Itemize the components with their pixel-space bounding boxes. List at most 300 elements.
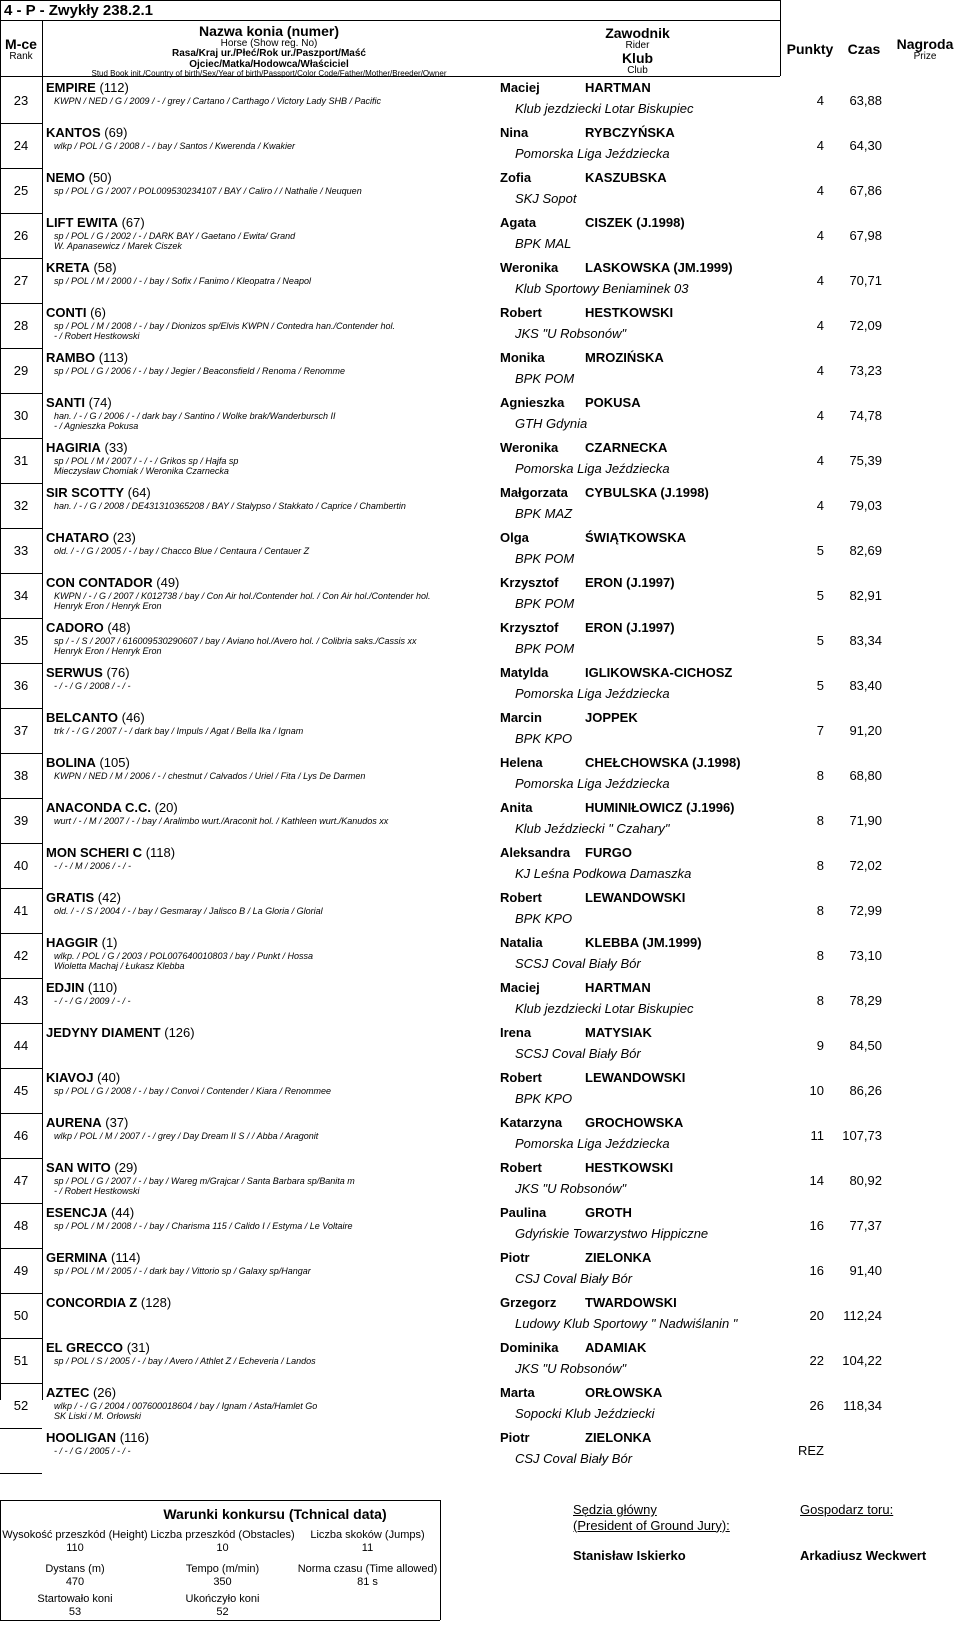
rider-club: Klub jezdziecki Lotar Biskupiec (515, 101, 694, 116)
time-cell (830, 1428, 882, 1473)
rider-first-name: Helena (500, 755, 543, 770)
horse-details: sp / POL / S / 2005 / - / bay / Avero / Athlet Z / Echeveria / Landos (54, 1356, 316, 1366)
rank-cell: 24 (13, 138, 29, 153)
judge-name: Stanisław Iskierko (573, 1548, 686, 1563)
rider-last-name: HARTMAN (585, 80, 651, 95)
rank-cell: 42 (13, 948, 29, 963)
rank-cell: 51 (13, 1353, 29, 1368)
footer-cell-value: 350 (213, 1575, 232, 1588)
points-cell: 16 (809, 1263, 824, 1278)
horse-name (46, 1205, 134, 1220)
horse-details: wlkp / POL / M / 2007 / - / grey / Day Dream II S / / Abba / Aragonit (54, 1131, 319, 1141)
rider-club: Gdyńskie Towarzystwo Hippiczne (515, 1226, 709, 1241)
time-cell: 63,88 (849, 93, 882, 108)
horse-details: trk / - / G / 2007 / - / dark bay / Impuls / Agat / Bella Ika / Ignam (54, 726, 304, 736)
horse-number: (40) (97, 1070, 121, 1085)
points-header-label: Punkty (786, 41, 834, 57)
horse-details: sp / POL / G / 2002 / - / DARK BAY / Gaetano / Ewita/ Grand (54, 231, 296, 241)
rider-last-name: LEWANDOWSKI (585, 890, 686, 905)
horse-name-text: NEMO (46, 170, 85, 185)
rider-last-name: ZIELONKA (585, 1250, 652, 1265)
rider-last-name: IGLIKOWSKA-CICHOSZ (585, 665, 733, 680)
horse-name (46, 1250, 140, 1265)
footer-bottom-line (0, 1620, 440, 1621)
horse-name (46, 1115, 128, 1130)
footer-cell-label: Wysokość przeszkód (Height) (2, 1529, 148, 1541)
points-header (780, 42, 840, 57)
time-cell: 70,71 (849, 273, 882, 288)
horse-name (46, 845, 175, 860)
table-row (0, 123, 882, 168)
table-row (0, 168, 882, 213)
footer-cell (0, 1593, 150, 1618)
points-cell: 4 (816, 93, 824, 108)
rank-header-en: Rank (9, 50, 33, 62)
horse-name (46, 440, 128, 455)
horse-name (46, 890, 121, 905)
horse-details: sp / POL / M / 2005 / - / dark bay / Vittorio sp / Galaxy sp/Hangar (54, 1266, 311, 1276)
horse-number: (33) (104, 440, 128, 455)
horse-details: KWPN / NED / M / 2006 / - / chestnut / Calvados / Uriel / Fita / Lys De Darmen (54, 771, 366, 781)
horse-name (46, 800, 178, 815)
rider-last-name: LEWANDOWSKI (585, 1070, 686, 1085)
rider-club: Sopocki Klub Jeździecki (515, 1406, 655, 1421)
rider-last-name: ERON (J.1997) (585, 620, 675, 635)
points-cell: 5 (816, 543, 824, 558)
horse-name-text: SIR SCOTTY (46, 485, 125, 500)
rank-cell: 31 (13, 453, 29, 468)
horse-header-line3: Ojciec/Matka/Hodowca/Właściciel (189, 58, 349, 70)
horse-header-line4: Stud Book init./Country of birth/Sex/Year of birth/Passport/Color Code/Father/Mother/Breeder/Owner (91, 69, 447, 79)
table-row (0, 1383, 882, 1428)
time-cell: 91,20 (849, 723, 882, 738)
rider-first-name: Robert (500, 1160, 542, 1175)
points-cell: 8 (816, 768, 824, 783)
rider-club: SCSJ Coval Biały Bór (515, 956, 641, 971)
rider-club: CSJ Coval Biały Bór (515, 1451, 633, 1466)
prize-header-label: Nagroda (896, 36, 954, 52)
rank-cell: 40 (13, 858, 29, 873)
rank-cell: 44 (13, 1038, 29, 1053)
horse-owner: Henryk Eron / Henryk Eron (54, 646, 162, 656)
horse-details: - / - / G / 2009 / - / - (54, 996, 131, 1006)
rider-last-name: ORŁOWSKA (585, 1385, 663, 1400)
time-cell: 84,50 (849, 1038, 882, 1053)
points-cell: 4 (816, 363, 824, 378)
time-cell: 112,24 (843, 1308, 882, 1323)
table-row (0, 978, 882, 1023)
host-name: Arkadiusz Weckwert (800, 1548, 927, 1563)
rider-first-name: Nina (500, 125, 529, 140)
time-cell: 67,98 (849, 228, 882, 243)
rank-cell: 48 (13, 1218, 29, 1233)
points-cell: 5 (816, 633, 824, 648)
horse-owner: - / Robert Hestkowski (54, 1186, 140, 1196)
horse-details: - / - / G / 2008 / - / - (54, 681, 131, 691)
rider-first-name: Zofia (500, 170, 532, 185)
table-row (0, 663, 882, 708)
horse-number: (44) (111, 1205, 135, 1220)
points-cell: 16 (809, 1218, 824, 1233)
rider-last-name: RYBCZYŃSKA (585, 125, 675, 140)
points-cell: 4 (816, 228, 824, 243)
title-underline (0, 20, 780, 21)
horse-name-text: CONTI (46, 305, 87, 320)
rider-club: CSJ Coval Biały Bór (515, 1271, 633, 1286)
rider-first-name: Aleksandra (500, 845, 571, 860)
horse-owner: - / Robert Hestkowski (54, 331, 140, 341)
table-row (0, 888, 882, 933)
horse-name-text: SANTI (46, 395, 85, 410)
footer-cell-value: 11 (361, 1541, 374, 1554)
rider-first-name: Piotr (500, 1430, 530, 1445)
horse-number: (58) (93, 260, 117, 275)
rider-first-name: Dominika (500, 1340, 559, 1355)
horse-name (46, 170, 112, 185)
time-cell: 86,26 (849, 1083, 882, 1098)
horse-name (46, 1070, 120, 1085)
rank-cell: 30 (13, 408, 29, 423)
rider-last-name: HESTKOWSKI (585, 305, 674, 320)
event-title: 4 - P - Zwykły 238.2.1 (4, 2, 153, 19)
horse-details: - / - / M / 2006 / - / - (54, 861, 132, 871)
horse-owner: Henryk Eron / Henryk Eron (54, 601, 162, 611)
points-cell: 5 (816, 588, 824, 603)
rank-cell: 39 (13, 813, 29, 828)
rider-first-name: Agnieszka (500, 395, 565, 410)
rank-cell (0, 1428, 42, 1473)
table-row (0, 753, 882, 798)
horse-name-text: ANACONDA C.C. (46, 800, 151, 815)
points-cell: 8 (816, 993, 824, 1008)
horse-name-text: BELCANTO (46, 710, 118, 725)
rider-header-en: Rider (625, 39, 650, 51)
footer-cell-label: Tempo (m/min) (185, 1563, 260, 1575)
footer-cell-value: 53 (68, 1605, 82, 1618)
footer-cell-value: 110 (66, 1541, 84, 1554)
table-row (0, 798, 882, 843)
horse-name (46, 395, 112, 410)
rider-club: BPK POM (515, 551, 575, 566)
horse-name (46, 1160, 138, 1175)
table-row (0, 393, 882, 438)
time-cell: 72,09 (849, 318, 882, 333)
horse-number: (49) (156, 575, 180, 590)
rider-last-name: KLEBBA (JM.1999) (585, 935, 702, 950)
rider-last-name: CISZEK (J.1998) (585, 215, 685, 230)
horse-details: KWPN / NED / G / 2009 / - / grey / Cartano / Carthago / Victory Lady SHB / Pacific (54, 96, 381, 106)
horse-owner: SK Liski / M. Orłowski (54, 1411, 142, 1421)
rank-cell: 49 (13, 1263, 29, 1278)
rider-club: Pomorska Liga Jeździecka (515, 776, 670, 791)
rider-last-name: CYBULSKA (J.1998) (585, 485, 709, 500)
rider-club: Pomorska Liga Jeździecka (515, 1136, 670, 1151)
table-row (0, 213, 882, 258)
horse-name (46, 710, 145, 725)
time-cell: 104,22 (842, 1353, 882, 1368)
rider-club: Ludowy Klub Sportowy " Nadwiślanin " (515, 1316, 738, 1331)
points-cell: 4 (816, 453, 824, 468)
rider-club: Klub jezdziecki Lotar Biskupiec (515, 1001, 694, 1016)
table-row (0, 1293, 882, 1338)
horse-number: (105) (99, 755, 130, 770)
time-cell: 83,34 (849, 633, 882, 648)
time-header (838, 42, 890, 57)
points-cell: 4 (816, 408, 824, 423)
horse-number: (31) (126, 1340, 150, 1355)
horse-number: (64) (127, 485, 151, 500)
time-cell: 83,40 (849, 678, 882, 693)
footer-cell (295, 1563, 440, 1588)
footer-cell (0, 1563, 150, 1588)
time-cell: 72,02 (849, 858, 882, 873)
rank-cell: 29 (13, 363, 29, 378)
horse-name (46, 485, 151, 500)
rider-last-name: KASZUBSKA (585, 170, 667, 185)
rider-first-name: Matylda (500, 665, 549, 680)
rider-club: Klub Sportowy Beniaminek 03 (515, 281, 689, 296)
points-cell: 8 (816, 948, 824, 963)
footer-cell-label: Ukończyło koni (185, 1593, 260, 1605)
footer-cell (150, 1529, 295, 1554)
rider-last-name: ERON (J.1997) (585, 575, 675, 590)
horse-name (46, 305, 106, 320)
club-header-en: Club (627, 64, 648, 76)
rank-cell: 32 (13, 498, 29, 513)
horse-name-text: GERMINA (46, 1250, 108, 1265)
horse-number: (116) (119, 1430, 150, 1445)
horse-name-text: KRETA (46, 260, 90, 275)
rank-cell: 25 (13, 183, 29, 198)
rider-club: BPK MAZ (515, 506, 573, 521)
rider-last-name: HUMINIŁOWICZ (J.1996) (585, 800, 735, 815)
horse-name-text: BOLINA (46, 755, 96, 770)
time-cell: 73,23 (849, 363, 882, 378)
horse-name (46, 935, 118, 950)
horse-name-text: AZTEC (46, 1385, 90, 1400)
rider-first-name: Piotr (500, 1250, 530, 1265)
horse-name-text: SERWUS (46, 665, 103, 680)
points-cell: 14 (809, 1173, 824, 1188)
points-cell: 5 (816, 678, 824, 693)
footer-cell (150, 1563, 295, 1588)
rider-last-name: CHEŁCHOWSKA (J.1998) (585, 755, 741, 770)
horse-owner: Mieczysław Chomiak / Weronika Czarnecka (54, 466, 229, 476)
judge-label-line1: Sędzia główny (573, 1502, 657, 1517)
rider-club: SCSJ Coval Biały Bór (515, 1046, 641, 1061)
horse-name (46, 1340, 150, 1355)
rider-club: KJ Leśna Podkowa Damaszka (515, 866, 692, 881)
footer-cell-label: Norma czasu (Time allowed) (297, 1563, 438, 1575)
footer-title: Warunki konkursu (Tchnical data) (163, 1506, 387, 1522)
time-cell: 77,37 (849, 1218, 882, 1233)
rider-last-name: FURGO (585, 845, 632, 860)
time-cell: 74,78 (849, 408, 882, 423)
footer-right-line (440, 1500, 441, 1620)
table-row (0, 1113, 882, 1158)
horse-details: sp / POL / G / 2007 / - / bay / Wareg m/Grajcar / Santa Barbara sp/Banita m (54, 1176, 355, 1186)
rider-last-name: TWARDOWSKI (585, 1295, 677, 1310)
rider-first-name: Olga (500, 530, 529, 545)
horse-number: (23) (112, 530, 136, 545)
rank-cell: 52 (13, 1398, 29, 1413)
horse-number: (69) (104, 125, 128, 140)
horse-header-en: Horse (Show reg. No) (220, 37, 318, 49)
horse-details: han. / - / G / 2006 / - / dark bay / Santino / Wolke brak/Wanderbursch II (54, 411, 336, 421)
rank-cell: 23 (13, 93, 29, 108)
horse-number: (126) (164, 1025, 195, 1040)
horse-name-text: HAGGIR (46, 935, 98, 950)
horse-name-text: SAN WITO (46, 1160, 111, 1175)
horse-header-line2: Rasa/Kraj ur./Płeć/Rok ur./Paszport/Maść (172, 48, 366, 60)
points-cell: 7 (816, 723, 824, 738)
rider-club: BPK KPO (515, 731, 573, 746)
time-cell: 72,99 (849, 903, 882, 918)
horse-number: (114) (111, 1250, 141, 1265)
horse-name-text: KIAVOJ (46, 1070, 94, 1085)
rank-cell: 33 (13, 543, 29, 558)
rank-cell: 28 (13, 318, 29, 333)
horse-name-text: CHATARO (46, 530, 110, 545)
rider-club: Klub Jeździecki " Czahary" (515, 821, 670, 836)
rider-last-name: ADAMIAK (585, 1340, 647, 1355)
horse-name-text: EMPIRE (46, 80, 96, 95)
rider-header (495, 26, 780, 76)
points-cell: REZ (798, 1443, 824, 1458)
table-row (0, 1158, 882, 1203)
points-cell: 10 (809, 1083, 824, 1098)
horse-number: (110) (87, 980, 118, 995)
table-row (0, 708, 882, 753)
rank-cell: 47 (13, 1173, 29, 1188)
time-cell: 68,80 (849, 768, 882, 783)
horse-name-text: CADORO (46, 620, 104, 635)
horse-number: (118) (145, 845, 176, 860)
footer-cell (0, 1529, 150, 1554)
rider-first-name: Maciej (500, 80, 540, 95)
table-row (0, 618, 882, 663)
horse-name-text: GRATIS (46, 890, 95, 905)
rider-last-name: POKUSA (585, 395, 641, 410)
table-row (0, 78, 882, 123)
rider-first-name: Weronika (500, 440, 559, 455)
footer-cell-value: 470 (65, 1575, 85, 1588)
horse-number: (112) (99, 80, 129, 95)
rider-club: BPK POM (515, 371, 575, 386)
horse-number: (20) (154, 800, 178, 815)
horse-name (46, 125, 127, 140)
time-cell: 118,34 (843, 1398, 882, 1413)
horse-owner: Wioletta Machaj / Łukasz Klebba (54, 961, 185, 971)
points-cell: 22 (809, 1353, 824, 1368)
footer-top-line (0, 1500, 440, 1501)
horse-name-text: MON SCHERI C (46, 845, 143, 860)
rank-cell: 41 (13, 903, 29, 918)
horse-number: (1) (101, 935, 118, 950)
horse-details: wurt / - / M / 2007 / - / bay / Aralimbo wurt./Araconit hol. / Kathleen wurt./Kanudos xx (54, 816, 389, 826)
rider-club: SKJ Sopot (515, 191, 577, 206)
horse-details: wlkp / - / G / 2004 / 007600018604 / bay / Ignam / Asta/Hamlet Go (54, 1401, 318, 1411)
table-row (0, 1023, 882, 1068)
horse-name (46, 575, 179, 590)
horse-number: (48) (107, 620, 131, 635)
points-cell: 20 (809, 1308, 824, 1323)
time-cell: 107,73 (842, 1128, 882, 1143)
rider-first-name: Irena (500, 1025, 532, 1040)
judge-label (573, 1502, 730, 1533)
horse-number: (46) (121, 710, 145, 725)
horse-name-text: CON CONTADOR (46, 575, 153, 590)
time-cell: 64,30 (849, 138, 882, 153)
horse-owner: W. Apanasewicz / Marek Ciszek (54, 241, 182, 251)
rider-club: JKS "U Robsonów" (515, 1181, 627, 1196)
horse-details: wlkp / POL / G / 2008 / - / bay / Santos / Kwerenda / Kwakier (54, 141, 295, 151)
points-cell: 4 (816, 498, 824, 513)
points-cell: 9 (816, 1038, 824, 1053)
horse-name (46, 1025, 195, 1040)
header-bottom-line (0, 76, 780, 77)
horse-name-text: HAGIRIA (46, 440, 101, 455)
points-cell: 4 (816, 273, 824, 288)
horse-name-text: ESENCJA (46, 1205, 108, 1220)
table-row (0, 483, 882, 528)
rider-first-name: Małgorzata (500, 485, 568, 500)
host-label: Gospodarz toru: (800, 1502, 894, 1517)
rider-first-name: Marcin (500, 710, 542, 725)
time-cell: 78,29 (849, 993, 882, 1008)
rider-club: BPK POM (515, 641, 575, 656)
rider-last-name: GROTH (585, 1205, 632, 1220)
footer-cell-value: 10 (216, 1541, 229, 1554)
prize-header (890, 37, 960, 62)
rider-last-name: HARTMAN (585, 980, 651, 995)
rider-club: BPK KPO (515, 1091, 573, 1106)
horse-details: sp / POL / G / 2007 / POL009530234107 / BAY / Caliro / / Nathalie / Neuquen (54, 186, 362, 196)
footer-cell (150, 1593, 295, 1618)
rider-first-name: Weronika (500, 260, 559, 275)
rider-last-name: MATYSIAK (585, 1025, 652, 1040)
frame-top-line (0, 0, 780, 1)
horse-details: sp / POL / G / 2006 / - / bay / Jegier / Beaconsfield / Renoma / Renomme (54, 366, 345, 376)
rider-club: Pomorska Liga Jeździecka (515, 146, 670, 161)
footer-cell-label: Dystans (m) (45, 1563, 105, 1575)
time-cell: 75,39 (849, 453, 882, 468)
rider-first-name: Robert (500, 890, 542, 905)
points-cell: 8 (816, 813, 824, 828)
points-cell: 26 (809, 1398, 824, 1413)
horse-name-text: RAMBO (46, 350, 96, 365)
footer-cell-label: Liczba skoków (Jumps) (310, 1529, 425, 1541)
rider-club: Pomorska Liga Jeździecka (515, 461, 670, 476)
rider-last-name: CZARNECKA (585, 440, 668, 455)
rider-last-name: JOPPEK (585, 710, 638, 725)
rider-first-name: Paulina (500, 1205, 547, 1220)
time-cell: 79,03 (849, 498, 882, 513)
points-cell: 11 (810, 1128, 824, 1143)
horse-details: sp / POL / M / 2007 / - / - / Grikos sp / Hajfa sp (54, 456, 239, 466)
horse-number: (76) (106, 665, 130, 680)
horse-header (44, 24, 494, 79)
table-row (0, 933, 882, 978)
horse-name-text: EDJIN (46, 980, 85, 995)
horse-name (46, 665, 130, 680)
horse-name-text: AURENA (46, 1115, 102, 1130)
horse-number: (26) (92, 1385, 117, 1400)
rider-first-name: Natalia (500, 935, 543, 950)
footer-cell-label: Startowało koni (37, 1593, 113, 1605)
horse-name (46, 260, 117, 275)
footer-cell-value: 81 s (357, 1575, 378, 1588)
